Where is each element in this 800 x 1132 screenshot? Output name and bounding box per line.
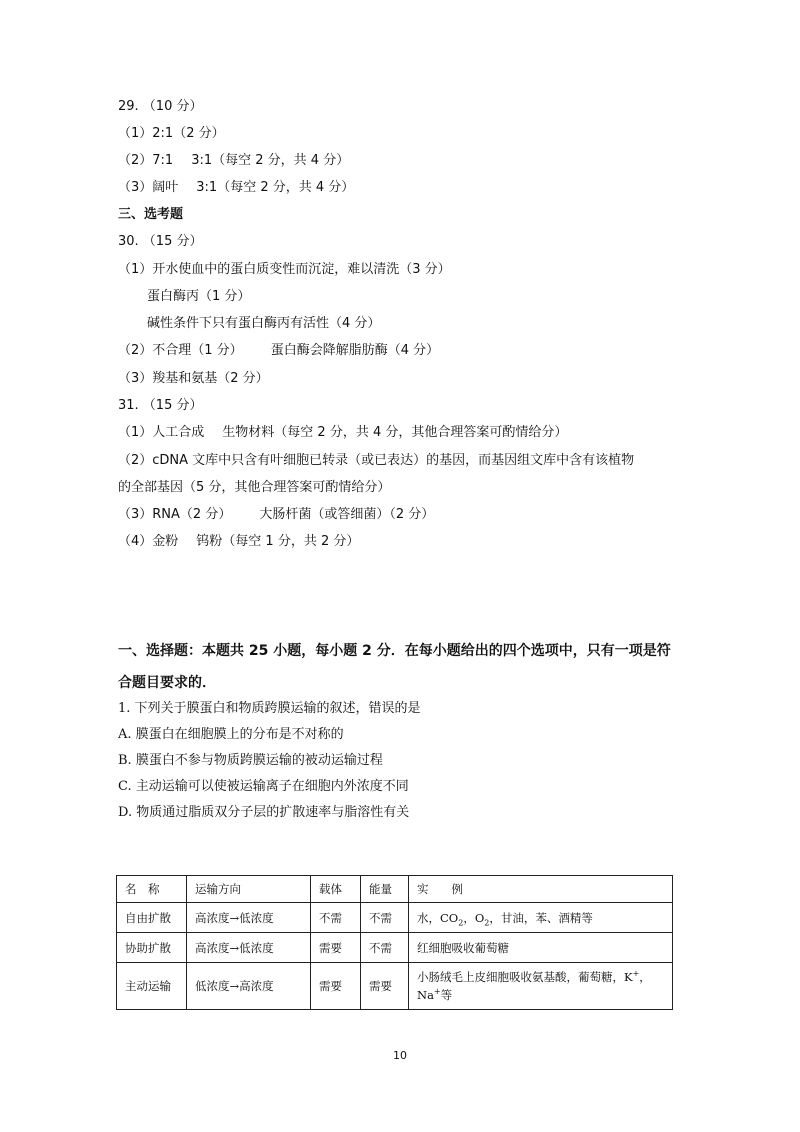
header-direction: 运输方向 [187, 876, 311, 903]
cell-name: 自由扩散 [117, 903, 187, 933]
q31-part3-b: 大肠杆菌（或答细菌）（2 分） [259, 507, 435, 522]
q30-part3: （3）羧基和氨基（2 分） [118, 371, 269, 386]
q31-part2-line2: 的全部基因（5 分，其他合理答案可酌情给分） [118, 480, 391, 495]
q30-part1-c: 碱性条件下只有蛋白酶丙有活性（4 分） [147, 316, 381, 331]
subscript: 2 [484, 917, 490, 927]
q29-part1: （1）2:1（2 分） [118, 126, 225, 141]
header-energy: 能量 [361, 876, 409, 903]
example-text: 水，CO [417, 910, 459, 925]
page-number: 10 [393, 1049, 407, 1062]
cell-energy: 需要 [361, 963, 409, 1010]
q30-part2-b: 蛋白酶会降解脂肪酶（4 分） [270, 343, 440, 358]
q30-part2 [118, 342, 439, 360]
q31-part1-a: （1）人工合成 [118, 425, 205, 440]
q29-part3-b: 3:1（每空 2 分，共 4 分） [196, 180, 355, 195]
q29-part2 [118, 152, 349, 170]
q29-title: 29. （10 分） [118, 99, 203, 114]
superscript: + [433, 987, 441, 997]
cell-carrier: 需要 [311, 933, 361, 963]
example-text: 等 [440, 988, 453, 1002]
table-row [117, 963, 673, 1010]
table-row [117, 903, 673, 933]
example-text: ，Na [417, 970, 651, 1002]
q31-part3-a: （3）RNA（2 分） [118, 507, 232, 522]
q31-part4-b: 钨粉（每空 1 分，共 2 分） [196, 534, 360, 549]
superscript: + [632, 969, 640, 979]
q31-part2-line1: （2）cDNA 文库中只含有叶细胞已转录（或已表达）的基因，而基因组文库中含有该植物 [118, 453, 635, 468]
cell-energy: 不需 [361, 903, 409, 933]
section1-heading-line1: 一、选择题：本题共 25 小题，每小题 2 分．在每小题给出的四个选项中，只有一项是符 [118, 643, 671, 659]
q31-part4 [118, 533, 359, 551]
q31-part3 [118, 506, 434, 524]
transport-table [116, 875, 673, 1010]
question1-option-b: B. 膜蛋白不参与物质跨膜运输的被动运输过程 [118, 753, 383, 768]
table-header-row [117, 876, 673, 903]
cell-example: 红细胞吸收葡萄糖 [409, 933, 673, 963]
q31-title: 31. （15 分） [118, 398, 203, 413]
cell-carrier: 不需 [311, 903, 361, 933]
q31-part1 [118, 424, 567, 442]
header-name: 名 称 [117, 876, 187, 903]
q31-part1-b: 生物材料（每空 2 分，共 4 分，其他合理答案可酌情给分） [222, 425, 568, 440]
cell-direction: 高浓度→低浓度 [187, 933, 311, 963]
q30-part2-a: （2）不合理（1 分） [118, 343, 243, 358]
example-text: 小肠绒毛上皮细胞吸收氨基酸，葡萄糖，K [417, 970, 633, 984]
section3-heading: 三、选考题 [118, 207, 184, 222]
q29-part3 [118, 179, 354, 197]
q29-part2-a: （2）7:1 [118, 153, 174, 168]
cell-direction: 低浓度→高浓度 [187, 963, 311, 1010]
subscript: 2 [458, 917, 464, 927]
q30-part1-b: 蛋白酶丙（1 分） [147, 289, 251, 304]
header-example: 实 例 [409, 876, 673, 903]
cell-energy: 不需 [361, 933, 409, 963]
q31-part4-a: （4）金粉 [118, 534, 179, 549]
cell-example [409, 903, 673, 933]
question1-option-a: A. 膜蛋白在细胞膜上的分布是不对称的 [118, 727, 344, 742]
header-carrier: 载体 [311, 876, 361, 903]
cell-name: 主动运输 [117, 963, 187, 1010]
example-text: ，甘油，苯、酒精等 [489, 910, 593, 925]
cell-example [409, 963, 673, 1010]
section1-heading-line2: 合题目要求的． [118, 675, 216, 691]
example-text: ，O [463, 910, 485, 925]
question1-stem: 1. 下列关于膜蛋白和物质跨膜运输的叙述，错误的是 [118, 701, 421, 716]
q29-part3-a: （3）阔叶 [118, 180, 179, 195]
question1-option-d: D. 物质通过脂质双分子层的扩散速率与脂溶性有关 [118, 805, 410, 820]
q29-part2-b: 3:1（每空 2 分，共 4 分） [191, 153, 350, 168]
cell-carrier: 需要 [311, 963, 361, 1010]
table-row [117, 933, 673, 963]
cell-direction: 高浓度→低浓度 [187, 903, 311, 933]
q30-part1: （1）开水使血中的蛋白质变性而沉淀，难以清洗（3 分） [118, 262, 451, 277]
q30-title: 30. （15 分） [118, 234, 203, 249]
question1-option-c: C. 主动运输可以使被运输离子在细胞内外浓度不同 [118, 779, 409, 794]
cell-name: 协助扩散 [117, 933, 187, 963]
